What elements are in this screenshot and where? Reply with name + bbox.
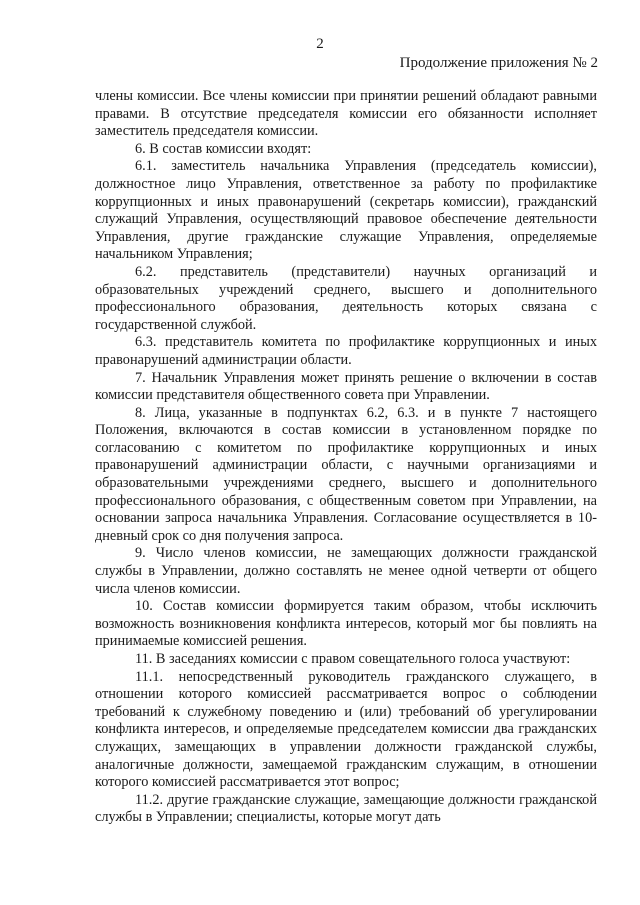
- paragraph-11-2: 11.2. другие гражданские служащие, замещающие должности гражданской службы в Управлении; специалисты, которые могут дать: [95, 791, 597, 826]
- paragraph-10: 10. Состав комиссии формируется таким образом, чтобы исключить возможность возникновения конфликта интересов, который мог бы повлиять на принимаемые комиссией решения.: [95, 598, 597, 650]
- paragraph-6-2: 6.2. представитель (представители) научных организаций и образовательных учреждений среднего, высшего и дополнительного профессионального образования, деятельность которых связана с государственной службой.: [95, 263, 597, 333]
- paragraph-8: 8. Лица, указанные в подпунктах 6.2, 6.3. и в пункте 7 настоящего Положения, включаются в состав комиссии в установленном порядке по согласованию с комитетом по профилактике коррупционных и иных правонарушений администрации области, с научными организациями и образовательными учреждениями среднего, высшего и дополнительного профессионального образования, с общественным советом при Управлении, на основании запроса начальника Управления. Согласование осуществляется в 10-дневный срок со дня получения запроса.: [95, 404, 597, 544]
- paragraph-7: 7. Начальник Управления может принять решение о включении в состав комиссии представителя общественного совета при Управлении.: [95, 369, 597, 404]
- paragraph-6: 6. В состав комиссии входят:: [135, 140, 312, 157]
- paragraph-members-rights: члены комиссии. Все члены комиссии при принятии решений обладают равными правами. В отсутствие председателя комиссии его обязанности исполняет заместитель председателя комиссии.: [95, 88, 597, 140]
- page-number: 2: [316, 36, 324, 52]
- document-body: [95, 88, 597, 827]
- paragraph-9: 9. Число членов комиссии, не замещающих должности гражданской службы в Управлении, должно составлять не менее одной четверти от общего числа членов комиссии.: [95, 545, 597, 597]
- appendix-continuation-label: Продолжение приложения № 2: [399, 55, 598, 71]
- paragraph-11-1: 11.1. непосредственный руководитель гражданского служащего, в отношении которого комиссией рассматривается вопрос о соблюдении требований к служебному поведению и (или) требований об урегулировании конфликта интересов, и определяемые председателем комиссии два гражданских служащих, замещающих в управлении должности гражданской службы, аналогичные должности, замещаемой гражданским служащим, в отношении которого комиссией рассматривается этот вопрос;: [95, 668, 597, 791]
- paragraph-6-3: 6.3. представитель комитета по профилактике коррупционных и иных правонарушений администрации области.: [95, 334, 597, 368]
- paragraph-11: 11. В заседаниях комиссии с правом совещательного голоса участвуют:: [135, 651, 571, 667]
- paragraph-6-1: 6.1. заместитель начальника Управления (председатель комиссии), должностное лицо Управления, ответственное за работу по профилактике коррупционных и иных правонарушений (секретарь комиссии), гражданский служащий Управления, осуществляющий правовое обеспечение деятельности Управления, другие гражданские служащие Управления, определяемые начальником Управления;: [95, 158, 597, 263]
